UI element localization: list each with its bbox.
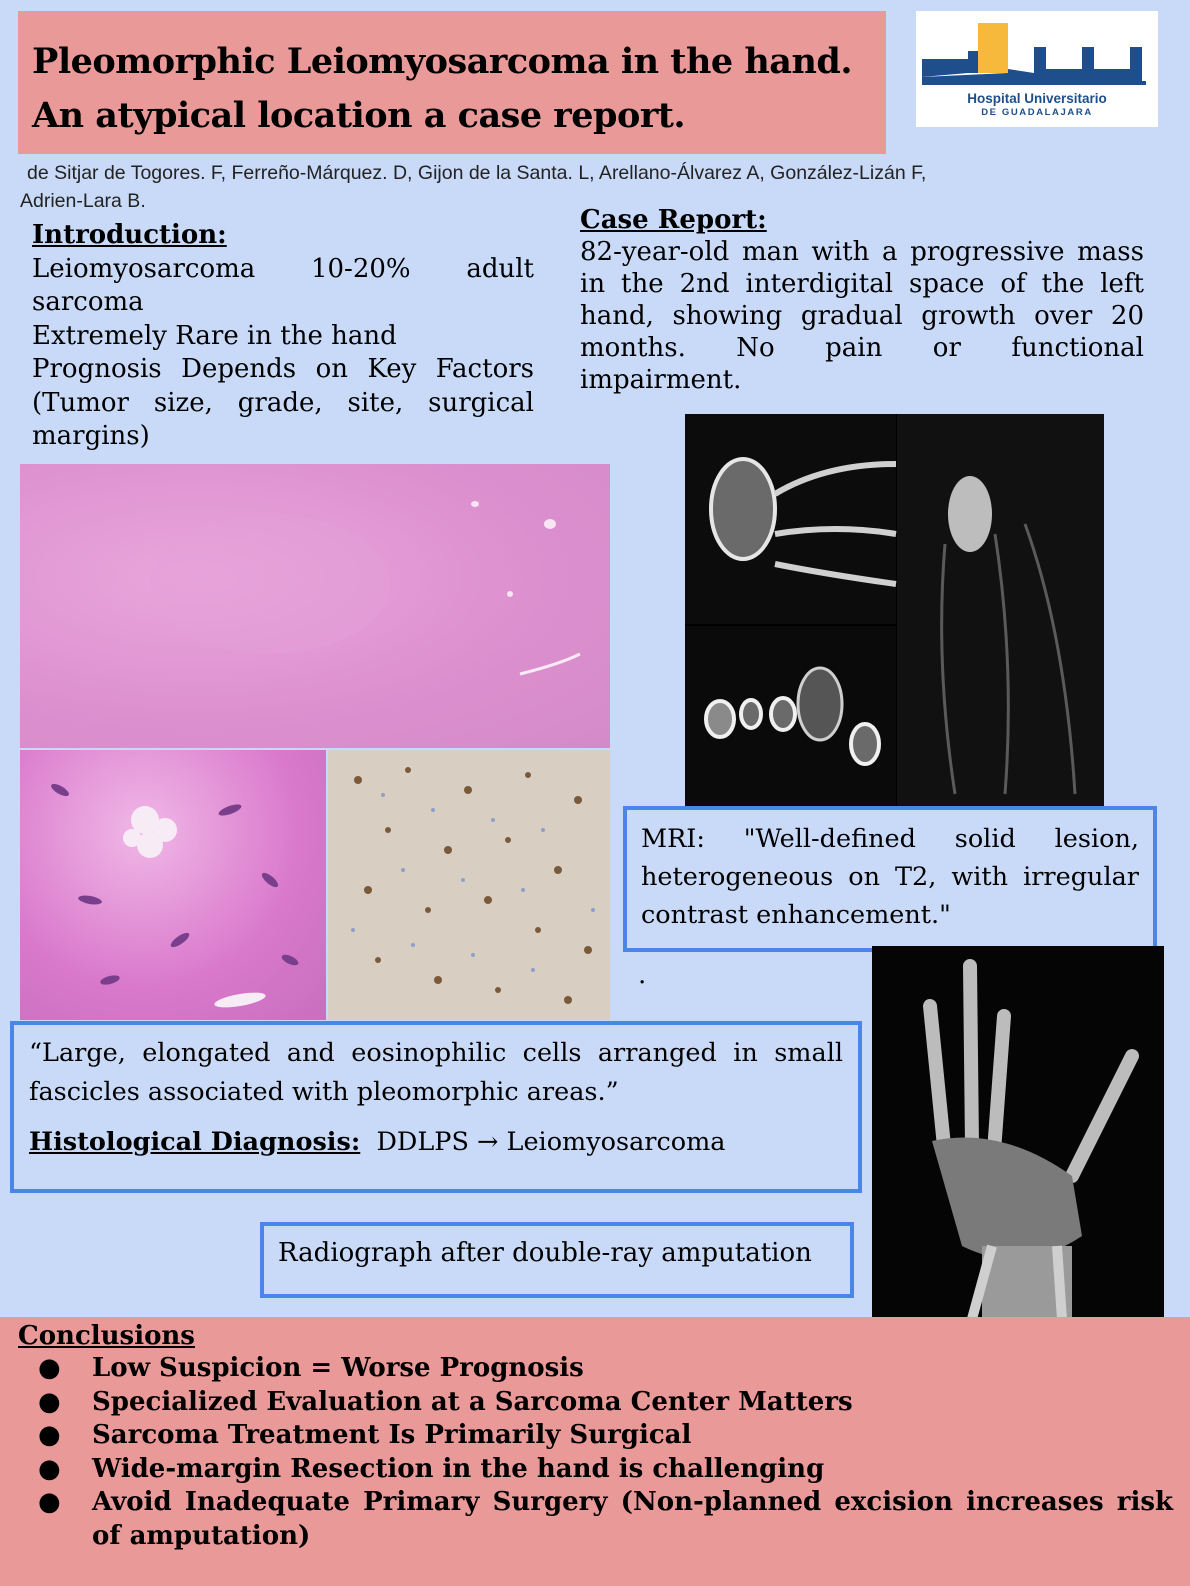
conclusions-section — [0, 1317, 1190, 1586]
immunohistochemistry-image — [328, 750, 610, 1020]
case-report-text: 82-year-old man with a progressive mass in the 2nd interdigital space of the left hand, showing gradual growth over 20 months. No pain or functional impairment. — [580, 237, 1144, 395]
conclusions-heading: Conclusions — [18, 1321, 195, 1351]
intro-line: margins) — [32, 421, 150, 451]
intro-line: (Tumor size, grade, site, surgical — [32, 387, 534, 418]
stray-dot: . — [638, 960, 647, 990]
introduction-section — [32, 219, 534, 454]
diagnosis-label: Histological Diagnosis: — [29, 1127, 361, 1157]
intro-line: Prognosis Depends on Key Factors — [32, 354, 534, 384]
case-report-section — [580, 204, 1144, 396]
histological-diagnosis — [29, 1123, 843, 1162]
list-item: ● Specialized Evaluation at a Sarcoma Center Matters — [18, 1386, 1173, 1420]
title-line-1: Pleomorphic Leiomyosarcoma in the hand. — [32, 41, 853, 82]
list-item: ● Wide-margin Resection in the hand is challenging — [18, 1453, 1173, 1487]
list-item: ● Avoid Inadequate Primary Surgery (Non-planned excision increases risk of amputation) — [38, 1487, 1173, 1551]
mri-caption: MRI: "Well-defined solid lesion, heterogeneous on T2, with irregular contrast enhancement." — [641, 824, 1139, 930]
hospital-logo — [916, 11, 1158, 127]
histology-image-low-power — [20, 464, 610, 748]
radiograph-caption-box — [260, 1222, 854, 1298]
mri-images — [685, 414, 1104, 812]
intro-line: sarcoma — [32, 287, 144, 317]
histology-caption-box — [10, 1021, 862, 1193]
title-banner — [18, 11, 886, 154]
diagnosis-value: DDLPS → Leiomyosarcoma — [376, 1127, 726, 1157]
radiograph-caption: Radiograph after double-ray amputation — [278, 1238, 812, 1268]
intro-line: Extremely Rare in the hand — [32, 320, 397, 351]
intro-line: Leiomyosarcoma 10-20% adult — [32, 253, 534, 284]
authors-line-1: de Sitjar de Togores. F, Ferreño-Márquez. D, Gijon de la Santa. L, Arellano-Álvarez A, González-Lizán F, — [27, 162, 927, 184]
logo-name: Hospital Universitario — [967, 91, 1107, 106]
radiograph-image — [872, 946, 1164, 1319]
list-item: ● Sarcoma Treatment Is Primarily Surgical — [18, 1419, 1173, 1453]
conclusions-list — [18, 1352, 1173, 1553]
bullet-icon: ● — [38, 1453, 61, 1484]
histology-quote: “Large, elongated and eosinophilic cells arranged in small fascicles associated with pleomorphic areas.” — [29, 1038, 843, 1107]
bullet-icon: ● — [38, 1487, 61, 1517]
bullet-icon: ● — [38, 1386, 61, 1417]
mri-caption-box — [623, 806, 1157, 952]
logo-subname: DE GUADALAJARA — [981, 107, 1093, 118]
case-report-heading: Case Report: — [580, 205, 767, 235]
introduction-heading: Introduction: — [32, 220, 227, 250]
bullet-icon: ● — [38, 1420, 61, 1450]
list-item: ● Low Suspicion = Worse Prognosis — [18, 1352, 1173, 1386]
title-line-2: An atypical location a case report. — [32, 95, 686, 136]
bullet-icon: ● — [38, 1353, 61, 1383]
histology-image-high-power — [20, 750, 326, 1020]
authors-line-2: Adrien-Lara B. — [20, 190, 146, 212]
